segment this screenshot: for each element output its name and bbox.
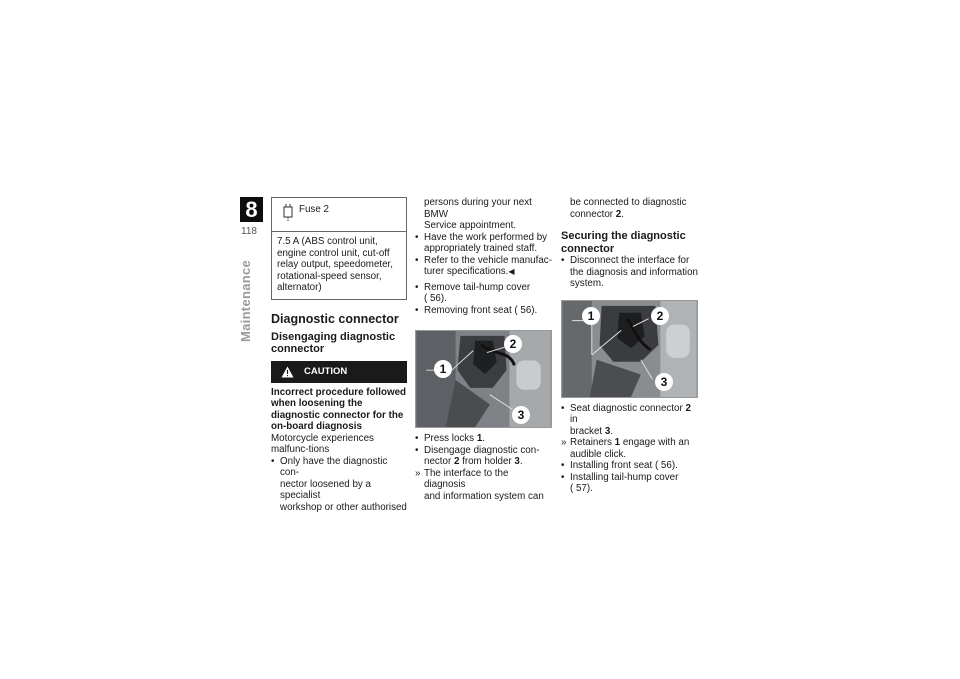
step-install-cover xyxy=(561,472,699,495)
ref-number: 1 xyxy=(614,437,621,448)
end-marker: ◀ xyxy=(508,267,515,276)
callout-2: 2 xyxy=(651,307,669,325)
text-line: • Only have the diagnostic con- xyxy=(280,455,388,478)
step-press-locks xyxy=(415,433,552,445)
column-1 xyxy=(271,197,407,513)
column-3 xyxy=(561,197,699,495)
fuse-header xyxy=(272,198,406,232)
text-line: workshop or other authorised xyxy=(280,501,407,513)
fuse-description: 7.5 A (ABS control unit, engine control unit, cut-off relay output, speedometer, rotational-speed sensor, alternator) xyxy=(277,236,394,293)
warning-text: Motorcycle experiences malfunc-tions xyxy=(271,432,374,455)
text-line: appropriately trained staff. xyxy=(424,243,538,254)
page-reference[interactable]: • Installing front seat ( 56). xyxy=(570,460,678,471)
text-part: Press locks xyxy=(424,433,477,444)
text-line: » The interface to the diagnosis xyxy=(424,467,509,490)
fuse-icon xyxy=(282,204,294,222)
bullet-refer-specs xyxy=(415,255,552,278)
text-line: • Disengage diagnostic con- xyxy=(424,444,540,456)
secure-heading: Securing the diagnostic connector xyxy=(561,230,686,255)
step-remove-cover xyxy=(415,282,552,305)
text-part: . xyxy=(621,208,624,220)
text-line: persons during your next BMW xyxy=(424,197,532,220)
ref-number: 2 xyxy=(453,456,460,467)
chapter-name-text: Maintenance xyxy=(238,259,253,342)
text-part: . xyxy=(519,456,523,467)
page-number: 118 xyxy=(241,226,257,237)
result-retainers-engage xyxy=(561,437,699,460)
caution-label: CAUTION xyxy=(304,365,348,377)
text-part: . xyxy=(610,425,614,437)
text-line: be connected to diagnostic xyxy=(570,197,687,208)
text-part: bracket xyxy=(570,425,605,437)
chapter-name xyxy=(238,259,253,342)
step-remove-seat xyxy=(415,305,552,317)
text-line: Service appointment. xyxy=(424,220,517,231)
callout-3: 3 xyxy=(512,406,530,424)
ref-number: 3 xyxy=(514,456,520,467)
chapter-number-tab: 8 xyxy=(240,197,263,222)
callout-2: 2 xyxy=(504,335,522,353)
ref-number: 2 xyxy=(685,402,691,414)
text-line: • Refer to the vehicle manufac- xyxy=(424,254,552,266)
bullet-only-specialist xyxy=(271,456,407,514)
fuse-label: Fuse 2 xyxy=(299,204,329,215)
section-title: Diagnostic connector xyxy=(271,311,399,326)
text-line: turer specifications. xyxy=(424,266,509,277)
bullet-have-work xyxy=(415,232,552,255)
column-2 xyxy=(415,197,552,502)
photo-secure-connector xyxy=(561,300,698,398)
text-line: and information system can xyxy=(424,490,544,502)
text-part: from holder xyxy=(459,456,515,467)
text-part: . xyxy=(482,433,485,444)
step-disengage-connector xyxy=(415,445,552,468)
ref-number: 1 xyxy=(476,433,483,444)
text-line: • Disconnect the interface for xyxy=(570,255,690,266)
callout-3: 3 xyxy=(655,373,673,391)
photo-disengage-connector xyxy=(415,330,552,428)
text-line: • Remove tail-hump cover xyxy=(424,281,531,293)
page-reference[interactable]: • Removing front seat ( 56). xyxy=(424,304,538,316)
step-seat-connector xyxy=(561,403,699,438)
caution-banner xyxy=(271,361,407,383)
warning-triangle-icon xyxy=(281,366,294,378)
text-line: the diagnosis and information xyxy=(570,266,698,278)
result-interface-connect-continued xyxy=(561,197,699,220)
text-part: Retainers xyxy=(570,437,615,448)
text-part: in xyxy=(570,414,578,425)
text-line: audible click. xyxy=(570,448,627,460)
text-line: • Have the work performed by xyxy=(424,231,548,243)
step-disconnect-interface xyxy=(561,255,699,290)
text-line: • Installing tail-hump cover xyxy=(570,471,679,483)
bullet-only-specialist-continued xyxy=(415,197,552,232)
result-interface-connect xyxy=(415,468,552,503)
text-line: nector loosened by a specialist xyxy=(280,478,371,501)
text-part: connector xyxy=(570,208,616,220)
fuse-table xyxy=(271,197,407,300)
text-part: nector xyxy=(424,456,454,467)
page-reference[interactable]: ( 57). xyxy=(570,483,593,494)
ref-number: 2 xyxy=(615,208,622,220)
ref-number: 3 xyxy=(604,425,611,437)
callout-1: 1 xyxy=(434,360,452,378)
step-install-seat xyxy=(561,460,699,472)
text-part: Seat diagnostic connector xyxy=(570,402,686,414)
callout-1: 1 xyxy=(582,307,600,325)
page-reference[interactable]: ( 56). xyxy=(424,293,447,304)
disengage-heading: Disengaging diagnostic connector xyxy=(271,330,396,355)
photo-illustration xyxy=(416,331,551,427)
text-part: engage with an xyxy=(620,437,690,448)
text-line: system. xyxy=(570,278,604,289)
warning-title: Incorrect procedure followed when loosening the diagnostic connector for the on-board diagnosis xyxy=(271,386,407,432)
